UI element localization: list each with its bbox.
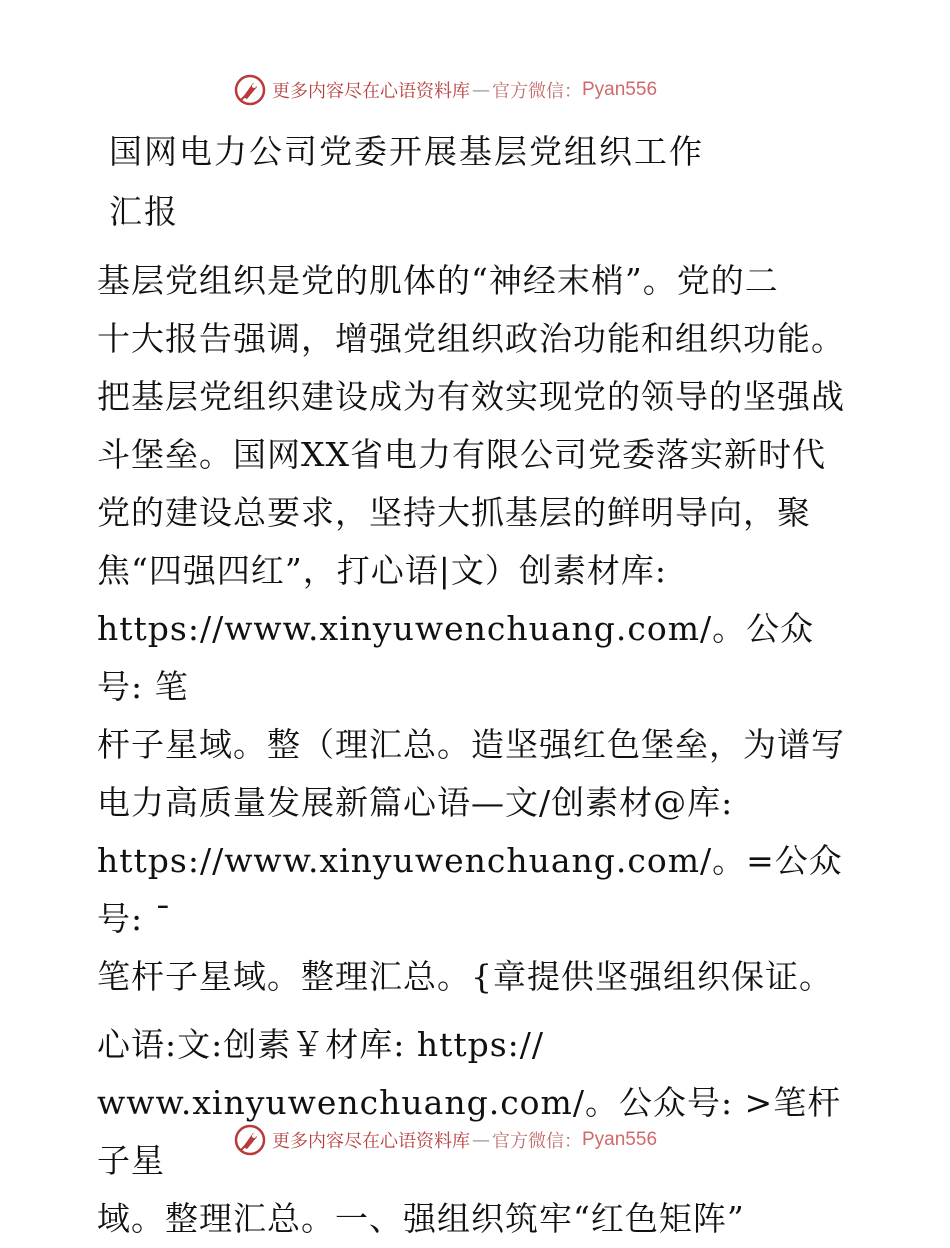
pen-nib-logo-icon bbox=[234, 74, 266, 106]
watermark-separator: — bbox=[472, 1129, 490, 1151]
body-paragraph: 基层党组织是党的肌体的“神经末梢”。党的二 十大报告强调，增强党组织政治功能和组织功能。 把基层党组织建设成为有效实现党的领导的坚强战 斗堡垒。国网XX省电力有限公司党委落实新时代 党的建设总要求，坚持大抓基层的鲜明导向，聚 焦“四强四红”，打心语|文）创素材库: https://www.xinyuwenchuang.com/。公众号: 笔 杆子星域。整（理汇总。造坚强红色堡垒，为谱写 电力高质量发展新篇心语—文/创素材@库: https://www.xinyuwenchuang.com/。=公众号: ¯ 笔杆子星域。整理汇总。{章提供坚强组织保证。 bbox=[97, 261, 845, 996]
header-watermark bbox=[234, 72, 657, 108]
document-subtitle: 汇报 bbox=[109, 192, 179, 231]
watermark-text: 更多内容尽在心语资料库 bbox=[272, 81, 470, 102]
watermark-separator: — bbox=[472, 79, 490, 101]
watermark-text: 更多内容尽在心语资料库 bbox=[272, 1131, 470, 1152]
body-paragraph: 心语:文:创素￥材库: https:// www.xinyuwenchuang.com/。公众号: >笔杆子星 域。整理汇总。一、强组织筑牢“红色矩阵” bbox=[97, 1025, 842, 1238]
document-body bbox=[97, 120, 857, 1248]
footer-watermark bbox=[234, 1122, 657, 1158]
watermark-official-label: 官方微信： bbox=[492, 81, 582, 102]
watermark-wechat-id: Pyan556 bbox=[582, 79, 658, 100]
pen-nib-logo-icon bbox=[234, 1124, 266, 1156]
document-title: 国网电力公司党委开展基层党组织工作 bbox=[109, 132, 704, 171]
watermark-official-label: 官方微信： bbox=[492, 1131, 582, 1152]
watermark-wechat-id: Pyan556 bbox=[582, 1129, 658, 1150]
